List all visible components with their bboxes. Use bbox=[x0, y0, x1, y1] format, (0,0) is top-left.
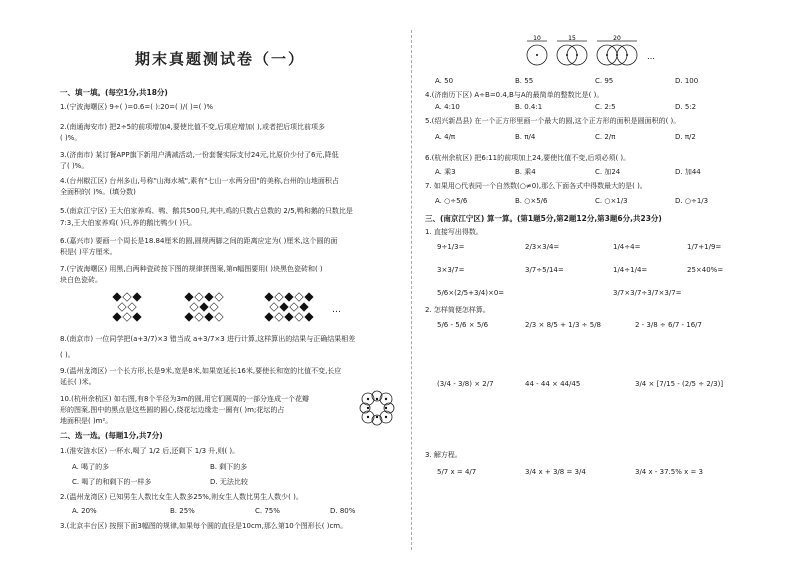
question-10-line-1: 10.(杭州余杭区) 如右图,有8个半径为3m的圆,用它们圆周的一部分连成一个花瓣 bbox=[60, 395, 309, 403]
choice-1-option-a: A. 喝了的多 bbox=[72, 463, 110, 471]
question-8-line-2: ( )。 bbox=[60, 351, 75, 359]
question-4-line-2: 全面积的( )%。(填分数) bbox=[60, 188, 136, 196]
equation-3: 3/4 x - 37.5% x = 3 bbox=[635, 468, 703, 476]
direct-calc-3: 1/4÷4= bbox=[613, 243, 641, 251]
choice-6-option-d: D. 加44 bbox=[675, 168, 701, 176]
simplify-calc-5: 44 - 44 × 44/45 bbox=[525, 380, 581, 388]
tile-pattern-2 bbox=[185, 293, 223, 321]
choice-5-option-c: C. 2/π bbox=[595, 133, 616, 141]
question-1: 1.(宁波海曙区) 9÷( )=0.6=( ):20=( )/( )=( )% bbox=[60, 103, 213, 111]
choice-2-option-a: A. 20% bbox=[72, 507, 97, 515]
calc-part-1-heading: 1. 直接写出得数。 bbox=[425, 228, 483, 236]
choice-7-option-d: D. ○÷1/3 bbox=[675, 197, 709, 205]
choice-4-option-b: B. 0.4:1 bbox=[515, 103, 543, 111]
question-3-line-2: 了( )%。 bbox=[60, 162, 89, 170]
choice-4-option-a: A. 4:10 bbox=[435, 103, 460, 111]
circle-pattern-figure bbox=[523, 35, 683, 71]
choice-2-option-d: D. 80% bbox=[330, 507, 356, 515]
choice-4-option-c: C. 2:5 bbox=[595, 103, 616, 111]
choice-5-option-a: A. 4/π bbox=[435, 133, 456, 141]
direct-calc-8: 25×40%= bbox=[687, 266, 724, 274]
choice-6-question: 6.(杭州余杭区) 把6:11的前项加上24,要使比值不变,后项必须( )。 bbox=[425, 154, 631, 162]
flower-pattern-figure bbox=[357, 388, 397, 428]
equation-1: 5/7 x = 4/7 bbox=[437, 468, 477, 476]
direct-calc-9: 5/6×(2/5+3/4)×0= bbox=[437, 289, 505, 297]
choice-7-option-b: B. ○×5/6 bbox=[515, 197, 548, 205]
choice-1-option-b: B. 剩下的多 bbox=[210, 463, 248, 471]
choice-2-question: 2.(温州龙湾区) 已知男生人数比女生人数多25%,则女生人数比男生人数少( )。 bbox=[60, 493, 303, 501]
question-5-line-1: 5.(南京江宁区) 王大伯家养鸡、鸭、鹅共500只,其中,鸡的只数占总数的 2/5,鸭和鹅的只数比是 bbox=[60, 207, 353, 215]
question-9-line-1: 9.(温州龙湾区) 一个长方形,长是9米,宽是8米,如果宽延长16米,要使长和宽的比值不变,长应 bbox=[60, 367, 342, 375]
simplify-calc-6: 3/4 × [7/15 - (2/5 ÷ 2/3)] bbox=[635, 380, 724, 388]
direct-calc-1: 9÷1/3= bbox=[437, 243, 465, 251]
section-calc-heading: 三、(南京江宁区) 算一算。(第1题5分,第2题12分,第3题6分,共23分) bbox=[425, 214, 662, 223]
simplify-calc-3: 2 - 3/8 ÷ 6/7 - 16/7 bbox=[635, 321, 702, 329]
direct-calc-4: 1/7+1/9= bbox=[687, 243, 722, 251]
choice-7-option-c: C. ○×1/3 bbox=[595, 197, 628, 205]
circle-label-3: 20 bbox=[613, 35, 621, 42]
choice-4-question: 4.(济南历下区) A÷B=0.4,B与A的最简单的整数比是( )。 bbox=[425, 91, 604, 99]
question-6-line-1: 6.(嘉兴市) 要画一个周长是18.84厘米的圆,圆规两脚之间的距离应定为( )厘米,这个圆的面 bbox=[60, 237, 338, 245]
circle-label-1: 10 bbox=[533, 35, 541, 42]
equation-2: 3/4 x + 3/8 = 3/4 bbox=[525, 468, 586, 476]
choice-7-option-a: A. ○÷5/6 bbox=[435, 197, 468, 205]
choice-3-option-b: B. 55 bbox=[515, 77, 534, 85]
choice-6-option-a: A. 乘3 bbox=[435, 168, 456, 176]
section-choice-heading: 二、选一选。(每题1分,共7分) bbox=[60, 431, 163, 440]
choice-5-question: 5.(绍兴新昌县) 在一个正方形里画一个最大的圆,这个正方形的面积是圆面积的( )。 bbox=[425, 117, 681, 125]
circle-pattern-ellipsis: … bbox=[647, 52, 655, 61]
page-title: 期末真题测试卷（一） bbox=[134, 50, 305, 68]
left-column bbox=[60, 0, 400, 561]
simplify-calc-4: (3/4 - 3/8) × 2/7 bbox=[437, 380, 494, 388]
question-7-line-1: 7.(宁波海曙区) 用黑,白两种瓷砖按下图的规律拼图案,第n幅图要用( )块黑色瓷砖和( ) bbox=[60, 265, 323, 273]
question-8-line-1: 8.(南京市) 一位同学把(a+3/7)×3 错当成 a+3/7×3 进行计算,这样算出的结果与正确结果相差 bbox=[60, 335, 356, 343]
choice-3-question: 3.(北京丰台区) 按照下面3幅图的规律,如果每个圆的直径是10cm,那么第10个图形长( )cm。 bbox=[60, 522, 348, 530]
choice-4-option-d: D. 5:2 bbox=[675, 103, 697, 111]
choice-2-option-b: B. 25% bbox=[170, 507, 195, 515]
choice-3-option-d: D. 100 bbox=[675, 77, 699, 85]
column-divider bbox=[411, 30, 412, 550]
question-10-line-2: 形的图案,图中的黑点是这些圆的圆心,绕花坛边缘走一圈有( )m;花坛的占 bbox=[60, 406, 285, 414]
direct-calc-5: 3×3/7= bbox=[437, 266, 465, 274]
simplify-calc-1: 5/6 - 5/6 × 5/6 bbox=[437, 321, 489, 329]
choice-5-option-b: B. π/4 bbox=[515, 133, 536, 141]
direct-calc-7: 1/4÷1/4= bbox=[613, 266, 648, 274]
question-6-line-2: 积是( )平方厘米。 bbox=[60, 248, 117, 256]
circle-label-2: 15 bbox=[568, 35, 576, 42]
calc-part-2-heading: 2. 怎样简便怎样算。 bbox=[425, 306, 490, 314]
choice-5-option-d: D. π/2 bbox=[675, 133, 696, 141]
choice-1-option-d: D. 无法比较 bbox=[210, 478, 248, 486]
choice-6-option-c: C. 加24 bbox=[595, 168, 621, 176]
question-9-line-2: 延长( )米。 bbox=[60, 378, 96, 386]
direct-calc-6: 3/7÷5/14= bbox=[525, 266, 564, 274]
choice-6-option-b: B. 乘4 bbox=[515, 168, 536, 176]
tile-pattern-1 bbox=[113, 293, 141, 321]
choice-2-option-c: C. 75% bbox=[255, 507, 280, 515]
direct-calc-10: 3/7×3/7÷3/7×3/7= bbox=[613, 289, 682, 297]
tile-pattern-figure bbox=[110, 290, 350, 324]
simplify-calc-2: 2/3 × 8/5 + 1/3 ÷ 5/8 bbox=[525, 321, 602, 329]
choice-3-option-a: A. 50 bbox=[435, 77, 454, 85]
question-2-line-1: 2.(南通海安市) 把2÷5的前项增加4,要使比值不变,后项应增加( ),或者把后项比前项多 bbox=[60, 123, 325, 131]
question-5-line-2: 7:3,王大伯家养鸡( )只,养的鹅比鸭少( )只。 bbox=[60, 219, 197, 227]
calc-part-3-heading: 3. 解方程。 bbox=[425, 451, 462, 459]
question-3-line-1: 3.(济南市) 某订餐APP旗下新用户满减活动,一份套餐实际支付24元,比原价少付了6元,降低 bbox=[60, 151, 339, 159]
question-10-line-3: 地面积是( )m²。 bbox=[60, 417, 113, 425]
tile-pattern-ellipsis: … bbox=[332, 305, 341, 315]
section-fill-heading: 一、填一填。(每空1分,共18分) bbox=[60, 88, 168, 97]
question-2-line-2: ( )%。 bbox=[60, 134, 82, 142]
choice-3-option-c: C. 95 bbox=[595, 77, 614, 85]
tile-pattern-3 bbox=[265, 293, 313, 321]
choice-7-question: 7. 如果用○代表同一个自然数(○≠0),那么下面各式中得数最大的是( )。 bbox=[425, 182, 647, 190]
choice-1-option-c: C. 喝了的和剩下的一样多 bbox=[72, 478, 152, 486]
direct-calc-2: 2/3×3/4= bbox=[525, 243, 560, 251]
right-column bbox=[425, 0, 765, 561]
question-7-line-2: 块白色瓷砖。 bbox=[60, 276, 102, 284]
choice-1-question: 1.(淮安涟水区) 一杯水,喝了 1/2 后,还剩下 1/3 升,则( )。 bbox=[60, 447, 240, 455]
question-4-line-1: 4.(台州椒江区) 台州多山,号称"山海水城",素有"七山一水两分田"的美称,台州的山地面积占 bbox=[60, 177, 339, 185]
